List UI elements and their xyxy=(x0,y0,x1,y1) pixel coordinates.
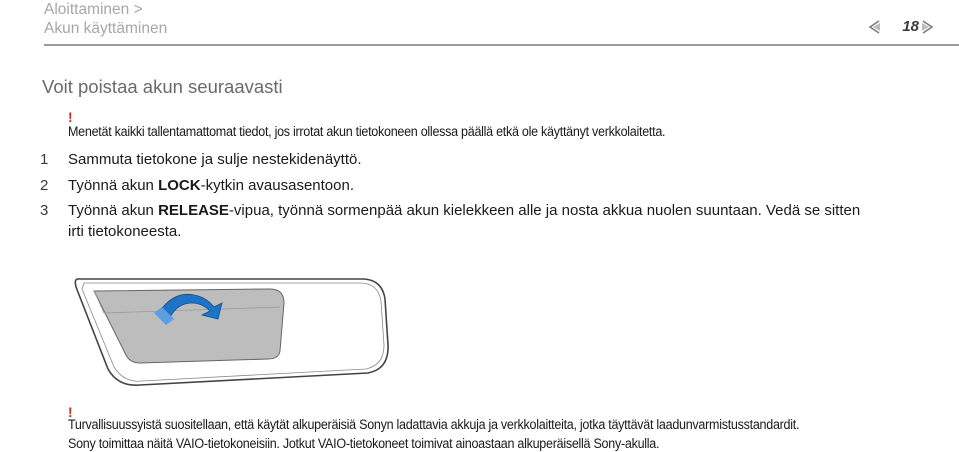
warning-text: Turvallisuussyistä suositellaan, että käytät alkuperäisiä Sonyn ladattavia akkuja ja verkkolaitteita, jotka täyttävät laadunvarmistusstandardit. xyxy=(68,417,800,432)
prev-arrow-icon[interactable] xyxy=(867,20,881,34)
step-text xyxy=(68,202,860,219)
lock-switch-label: LOCK xyxy=(158,177,201,194)
breadcrumb-current[interactable]: Akun käyttäminen xyxy=(44,20,168,37)
battery-removal-illustration xyxy=(70,273,392,395)
step-number: 3 xyxy=(40,202,49,219)
section-title: Voit poistaa akun seuraavasti xyxy=(42,76,283,97)
next-arrow-icon[interactable] xyxy=(921,20,935,34)
step-number: 1 xyxy=(40,151,49,168)
step-text-pre: Työnnä akun xyxy=(68,202,159,219)
breadcrumb-parent-link[interactable]: Aloittaminen > xyxy=(44,1,143,18)
step-text: Sammuta tietokone ja sulje nestekidenäyttö. xyxy=(68,151,362,168)
step-text-post: -vipua, työnnä sormenpää akun kielekkeen alle ja nosta akkua nuolen suuntaan. Vedä se sitten xyxy=(228,202,861,219)
step-text xyxy=(68,177,354,194)
release-lever-label: RELEASE xyxy=(158,202,229,219)
page-number: 18 xyxy=(902,18,919,35)
warning-mark: ! xyxy=(68,109,73,125)
step-text-post: -kytkin avausasentoon. xyxy=(200,177,354,194)
step-number: 2 xyxy=(40,177,49,194)
step-3-continuation: irti tietokoneesta. xyxy=(68,223,182,240)
warning-text: Menetät kaikki tallentamattomat tiedot, jos irrotat akun tietokoneen ollessa päällä etkä ole käyttänyt verkkolaitetta. xyxy=(68,124,666,139)
warning-text: Sony toimittaa näitä VAIO-tietokoneisiin. Jotkut VAIO-tietokoneet toimivat ainoastaan alkuperäisellä Sony-akulla. xyxy=(68,436,660,451)
warning-mark: ! xyxy=(68,404,73,420)
step-text-pre: Työnnä akun xyxy=(68,177,159,194)
header-divider xyxy=(44,44,959,46)
